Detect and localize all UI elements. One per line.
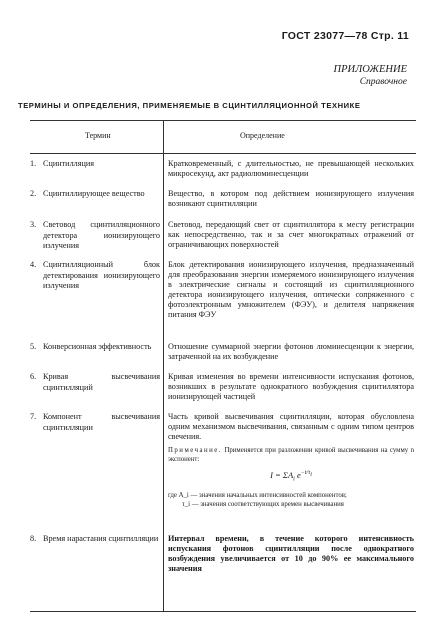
definition-cell: Отношение суммарной энергии фотонов люминесценции к энергии, затраченной на их возбуждение: [168, 342, 414, 361]
term-text: Время нарастания сцинтилляции: [43, 534, 159, 543]
document-title: ТЕРМИНЫ И ОПРЕДЕЛЕНИЯ, ПРИМЕНЯЕМЫЕ В СЦИНТИЛЛЯЦИОННОЙ ТЕХНИКЕ: [18, 101, 361, 110]
note-text: Применяется при разложении кривой высвечивания на сумму n экспонент:: [168, 447, 414, 463]
term-text: Световод сцинтилляционного детектора ионизирующего излучения: [43, 220, 160, 251]
term-number: 5.: [30, 342, 37, 351]
appendix-block: [334, 63, 408, 89]
term-number: 1.: [30, 159, 37, 168]
term-cell: [30, 260, 160, 292]
term-cell: [30, 534, 160, 545]
column-header-term: Термин: [85, 131, 111, 140]
term-cell: [30, 159, 160, 170]
term-number: 6.: [30, 372, 37, 381]
definition-cell: Интервал времени, в течение которого интенсивность испускания фотонов сцинтилляции после однократного возбуждения увеличивается от 10 до 90% ее максимального значения: [168, 534, 414, 573]
definition-cell: [168, 412, 414, 509]
term-number: 2.: [30, 189, 37, 198]
term-number: 7.: [30, 412, 37, 421]
term-text: Сцинтиллирующее вещество: [43, 189, 145, 198]
definition-cell: Световод, передающий свет от сцинтиллятора к месту регистрации как непосредственно, так и за счет многократных отражений от ограничивающих поверхностей: [168, 220, 414, 249]
definition-cell: Блок детектирования ионизирующего излучения, предназначенный для преобразования энергии измеряемого ионизирующего излучения в электрические сигналы и состоящий из сцинтилляционного детектора ионизирующего излучения, оптически сопряженного с фотоэлектронным умножителем (ФЭУ), и делителя напряжения питания ФЭУ: [168, 260, 414, 319]
term-cell: [30, 189, 160, 200]
appendix-subtitle: Справочное: [359, 77, 407, 87]
term-text: Компонент высвечивания сцинтилляции: [43, 412, 160, 432]
term-text: Конверсионная эффективность: [43, 342, 152, 351]
term-cell: [30, 412, 160, 433]
note-label: Примечание.: [168, 447, 223, 454]
term-text: Сцинтилляционный блок детектирования ионизирующего излучения: [43, 260, 160, 291]
page-header: ГОСТ 23077—78 Стр. 11: [281, 30, 409, 42]
note-explanation-2: τ_i — значения соответствующих времен высвечивания: [182, 500, 344, 508]
column-header-definition: Определение: [240, 131, 285, 140]
header-divider: [30, 153, 416, 154]
definition-cell: Вещество, в котором под действием ионизирующего излучения возникают сцинтилляции: [168, 189, 414, 208]
note-block: [168, 446, 414, 464]
definition-cell: Кривая изменения во времени интенсивности испускания фотонов, возникших в результате однократного возбуждения сцинтиллятора ионизирующей частицей: [168, 372, 414, 401]
term-number: 3.: [30, 220, 37, 229]
appendix-title: ПРИЛОЖЕНИЕ: [333, 64, 407, 75]
formula: $I = \Sigma A_i$ $e^{-t/\tau_i}$: [270, 469, 312, 483]
definition-cell: Кратковременный, с длительностью, не превышающей нескольких микросекунд, акт радиолюминесценции: [168, 159, 414, 178]
definition-text: Часть кривой высвечивания сцинтилляции, которая обусловлена одним механизмом высвечивания, связанным с одним типом центров свечения.: [168, 412, 414, 441]
term-text: Сцинтилляция: [43, 159, 95, 168]
term-text: Кривая высвечивания сцинтилляций: [43, 372, 160, 392]
term-number: 8.: [30, 534, 37, 543]
term-cell: [30, 220, 160, 252]
note-explanation-1: где A_i — значения начальных интенсивностей компонентов;: [168, 491, 347, 499]
term-number: 4.: [30, 260, 37, 269]
term-cell: [30, 372, 160, 393]
terms-table: [30, 120, 416, 612]
term-cell: [30, 342, 160, 353]
column-divider: [163, 121, 164, 611]
